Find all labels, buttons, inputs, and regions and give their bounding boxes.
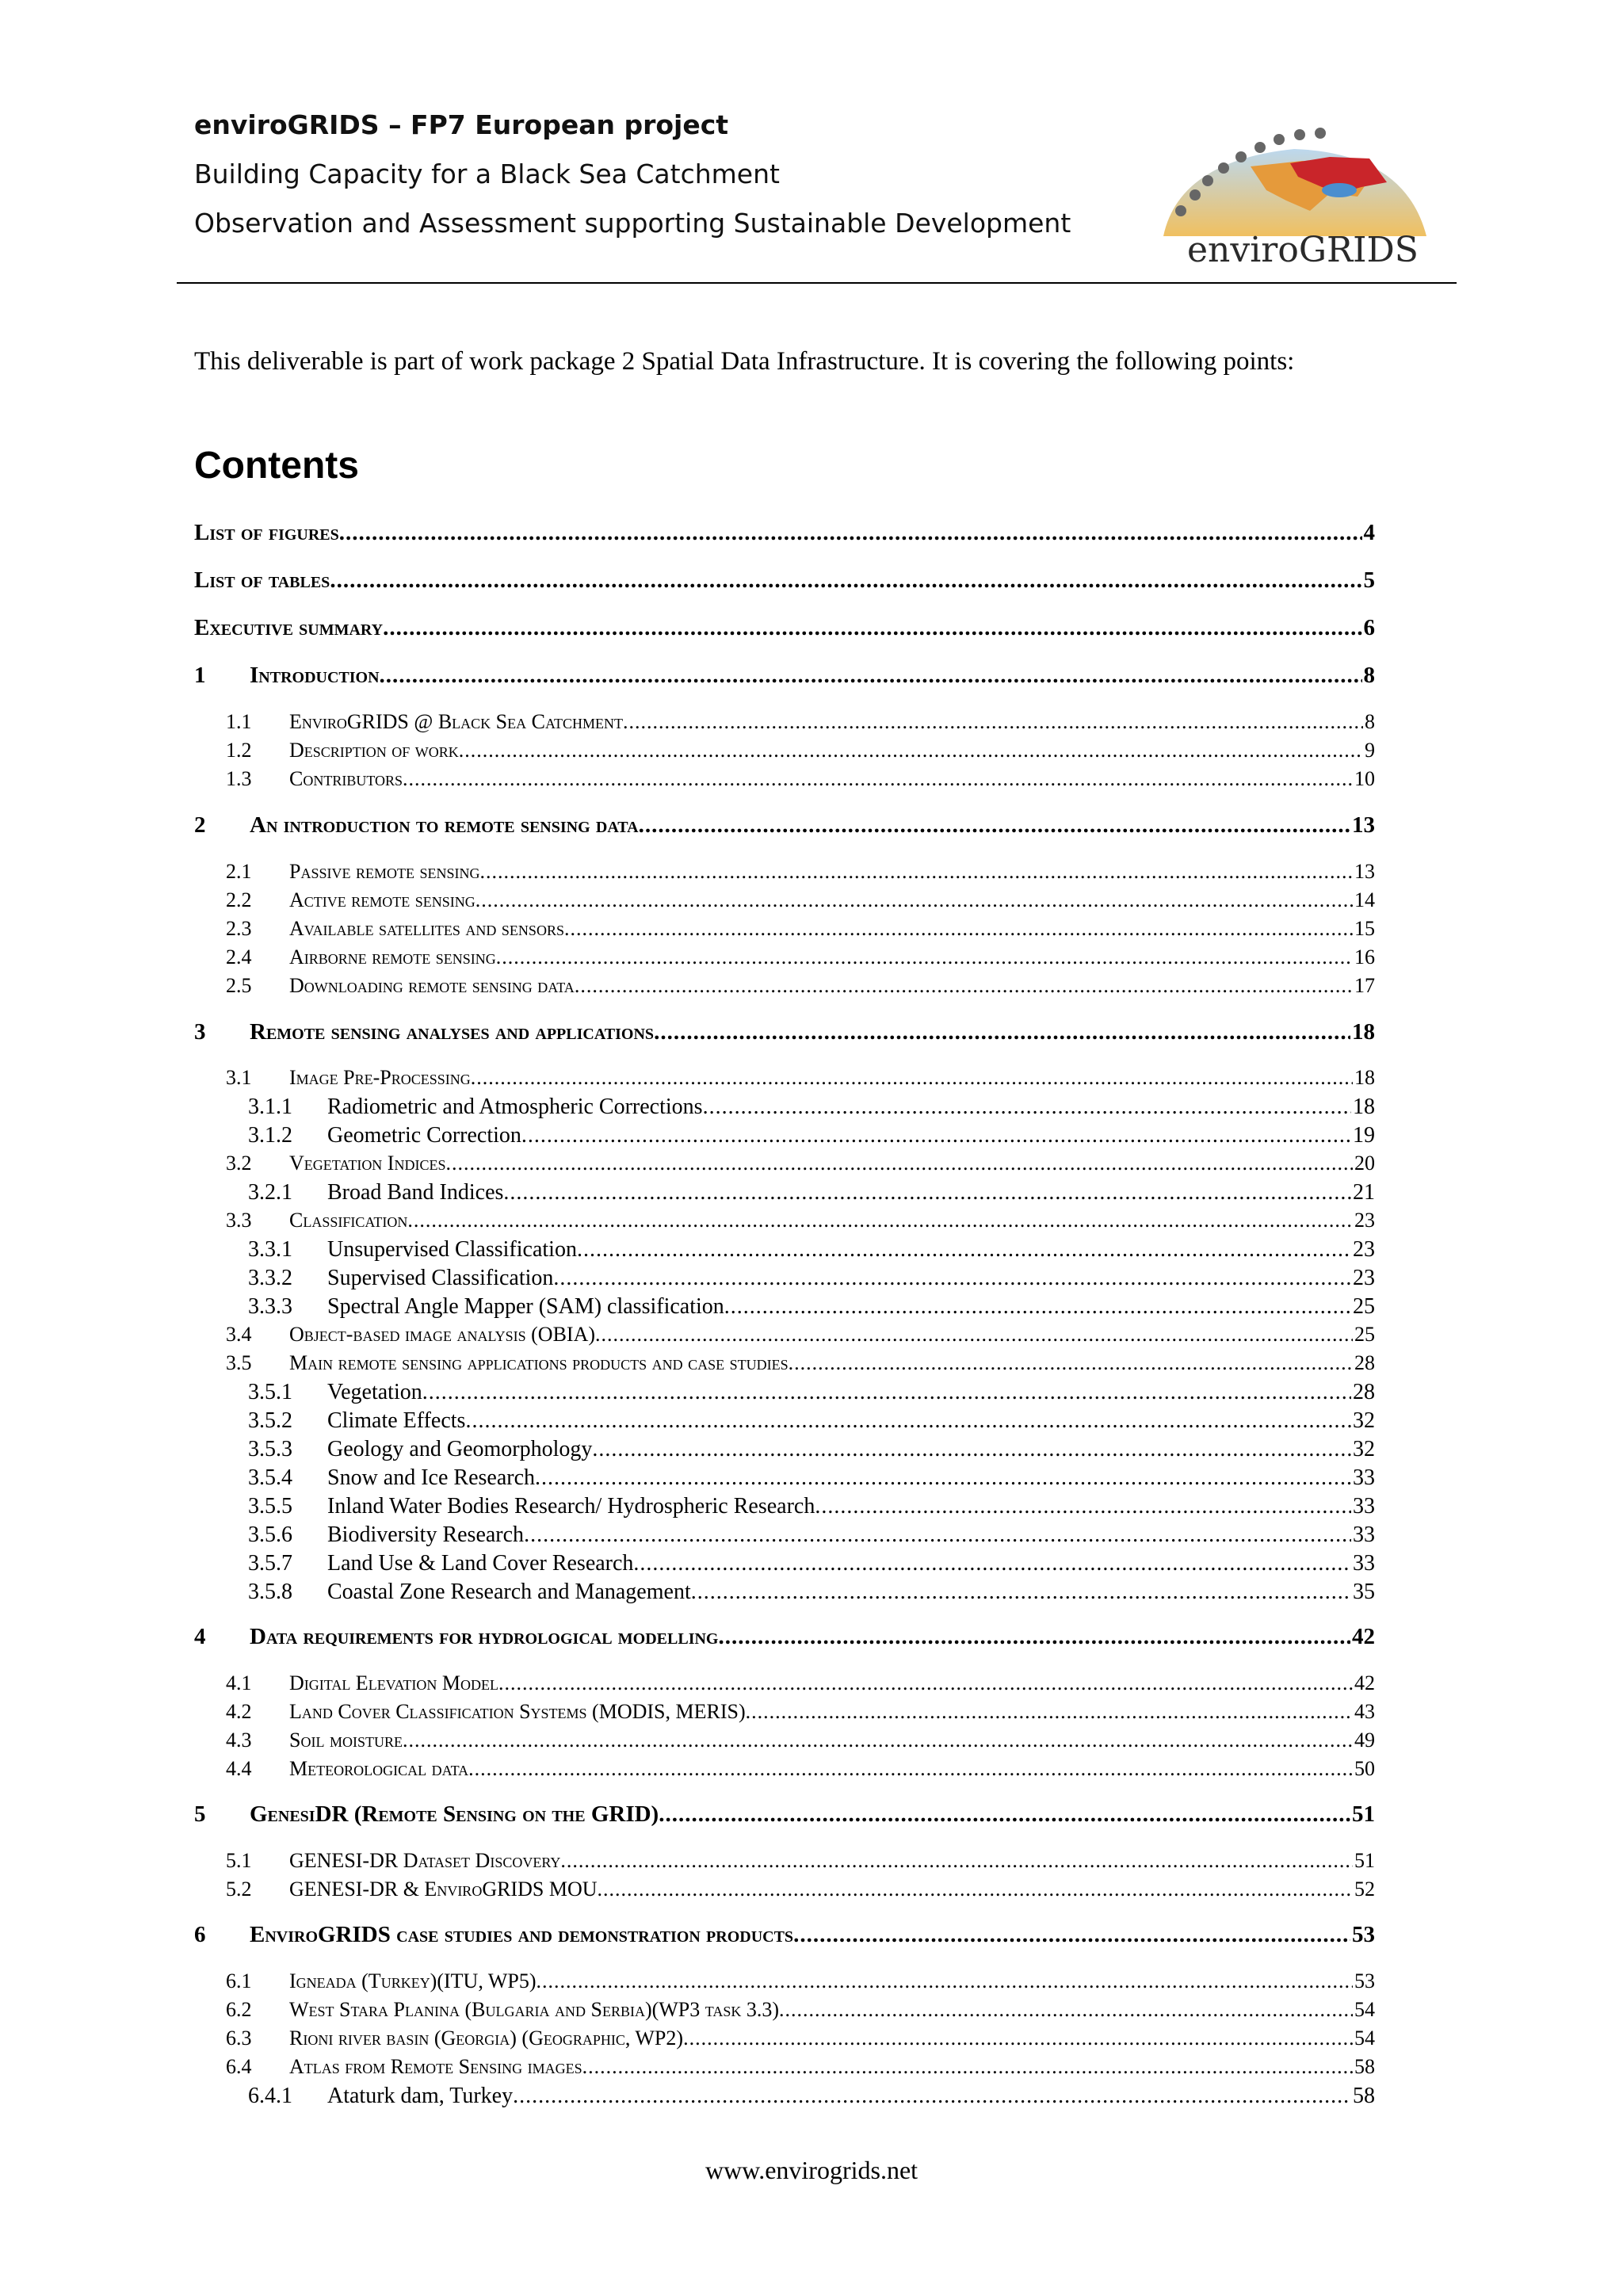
toc-dot-leader: [383, 615, 1361, 641]
toc-entry[interactable]: [194, 1729, 1375, 1755]
toc-dot-leader: [592, 1437, 1351, 1462]
project-subtitle-2: Observation and Assessment supporting Sustainable Development: [194, 208, 1071, 239]
toc-entry-number: 3: [194, 1019, 206, 1045]
toc-entry-page: 6: [1363, 615, 1375, 640]
toc-entry-number: 4.3: [226, 1729, 252, 1752]
toc-dot-leader: [793, 1922, 1350, 1948]
toc-entry-title: Executive summary: [194, 615, 384, 640]
toc-entry[interactable]: [194, 567, 1375, 598]
toc-entry[interactable]: [194, 2084, 1375, 2111]
toc-entry-title: Supervised Classification: [327, 1266, 554, 1290]
toc-entry[interactable]: [194, 974, 1375, 1001]
toc-entry-title: List of figures: [194, 520, 339, 545]
toc-dot-leader: [468, 1757, 1353, 1781]
toc-entry[interactable]: [194, 1624, 1375, 1654]
toc-entry-page: 20: [1354, 1152, 1375, 1175]
toc-entry[interactable]: [194, 888, 1375, 915]
toc-entry-page: 8: [1365, 710, 1375, 733]
toc-entry[interactable]: [194, 710, 1375, 737]
toc-entry-title: Snow and Ice Research: [327, 1465, 536, 1490]
toc-entry-number: 2.4: [226, 946, 252, 968]
toc-entry[interactable]: [194, 1180, 1375, 1207]
project-subtitle-1: Building Capacity for a Black Sea Catchment: [194, 159, 780, 189]
toc-entry-title: Igneada (Turkey)(ITU, WP5): [289, 1969, 537, 1992]
toc-dot-leader: [623, 710, 1363, 734]
toc-entry-page: 23: [1353, 1266, 1375, 1290]
toc-entry[interactable]: [194, 946, 1375, 972]
toc-dot-leader: [403, 1729, 1353, 1752]
toc-entry-number: 2: [194, 812, 206, 838]
toc-entry-number: 6.2: [226, 1998, 252, 2021]
toc-dot-leader: [746, 1700, 1353, 1724]
toc-entry-title: Remote sensing analyses and applications: [250, 1019, 655, 1045]
toc-dot-leader: [445, 1152, 1353, 1175]
toc-dot-leader: [815, 1494, 1351, 1519]
toc-entry-title: Radiometric and Atmospheric Corrections: [327, 1095, 703, 1119]
toc-entry-number: 3.3: [226, 1209, 252, 1232]
toc-entry[interactable]: [194, 767, 1375, 794]
toc-dot-leader: [691, 1580, 1351, 1605]
toc-dot-leader: [513, 2084, 1351, 2109]
toc-entry-page: 18: [1353, 1095, 1375, 1119]
toc-entry-number: 2.2: [226, 888, 252, 911]
toc-entry[interactable]: [194, 1209, 1375, 1236]
toc-entry-number: 3.1: [226, 1066, 252, 1089]
toc-entry-page: 19: [1353, 1123, 1375, 1148]
toc-dot-leader: [560, 1849, 1353, 1873]
envirogrids-logo: [1132, 117, 1442, 268]
toc-entry-number: 3.5.4: [248, 1465, 292, 1490]
toc-entry-number: 3.2: [226, 1152, 252, 1175]
toc-entry-page: 5: [1363, 567, 1375, 593]
toc-dot-leader: [459, 739, 1363, 762]
toc-dot-leader: [724, 1294, 1351, 1320]
toc-dot-leader: [703, 1095, 1351, 1120]
document-header: [194, 111, 1071, 258]
toc-dot-leader: [535, 1465, 1351, 1491]
toc-entry-number: 1.2: [226, 739, 252, 762]
toc-entry-title: Geometric Correction: [327, 1123, 521, 1148]
toc-entry-page: 54: [1354, 1998, 1375, 2021]
toc-entry[interactable]: [194, 1123, 1375, 1150]
toc-entry-title: Main remote sensing applications products and case studies: [289, 1351, 789, 1374]
toc-entry[interactable]: [194, 1408, 1375, 1435]
toc-entry[interactable]: [194, 663, 1375, 693]
toc-dot-leader: [524, 1522, 1351, 1548]
toc-entry-title: Object-based image analysis (OBIA): [289, 1323, 596, 1346]
toc-entry-page: 53: [1352, 1922, 1375, 1947]
toc-entry-page: 58: [1353, 2084, 1375, 2108]
toc-entry-number: 3.5.8: [248, 1580, 292, 1604]
toc-entry-page: 15: [1354, 917, 1375, 940]
toc-entry-number: 1: [194, 663, 206, 688]
toc-entry-number: 3.1.2: [248, 1123, 292, 1148]
toc-dot-leader: [475, 888, 1353, 912]
toc-dot-leader: [654, 1019, 1350, 1045]
toc-entry-title: Digital Elevation Model: [289, 1671, 498, 1694]
toc-dot-leader: [598, 1878, 1354, 1901]
toc-entry-title: Classification: [289, 1209, 408, 1232]
contents-heading: Contents: [194, 445, 359, 487]
toc-entry[interactable]: [194, 1380, 1375, 1407]
toc-dot-leader: [779, 1998, 1353, 2022]
toc-entry-page: 23: [1354, 1209, 1375, 1232]
toc-entry-number: 4: [194, 1624, 206, 1649]
toc-entry-number: 6: [194, 1922, 206, 1947]
toc-entry-page: 16: [1354, 946, 1375, 968]
toc-entry-title: Data requirements for hydrological modelling: [250, 1624, 719, 1649]
toc-entry-page: 17: [1354, 974, 1375, 997]
toc-entry-page: 25: [1353, 1294, 1375, 1319]
toc-entry-number: 1.3: [226, 767, 252, 790]
toc-entry-title: Passive remote sensing: [289, 860, 480, 883]
toc-entry-page: 50: [1354, 1757, 1375, 1780]
toc-dot-leader: [339, 520, 1362, 546]
toc-entry-title: GenesiDR (Remote Sensing on the GRID): [250, 1801, 659, 1827]
toc-dot-leader: [553, 1266, 1351, 1291]
toc-entry-title: Meteorological data: [289, 1757, 469, 1780]
toc-entry[interactable]: [194, 1019, 1375, 1049]
toc-entry[interactable]: [194, 1700, 1375, 1727]
intro-paragraph: This deliverable is part of work package 2 Spatial Data Infrastructure. It is covering the following points:: [194, 347, 1295, 376]
toc-entry-page: 32: [1353, 1437, 1375, 1461]
footer-url: www.envirogrids.net: [705, 2156, 918, 2184]
toc-entry[interactable]: [194, 1922, 1375, 1952]
toc-entry-number: 2.1: [226, 860, 252, 883]
toc-entry-number: 3.5.5: [248, 1494, 292, 1519]
toc-entry[interactable]: [194, 1757, 1375, 1784]
toc-entry[interactable]: [194, 1437, 1375, 1464]
toc-dot-leader: [633, 1551, 1351, 1576]
toc-entry-page: 28: [1354, 1351, 1375, 1374]
toc-entry[interactable]: [194, 860, 1375, 887]
toc-entry[interactable]: [194, 1323, 1375, 1350]
toc-entry-title: Vegetation: [327, 1380, 422, 1404]
toc-entry-title: Soil moisture: [289, 1729, 403, 1752]
toc-entry-page: 53: [1354, 1969, 1375, 1992]
toc-entry-number: 5.1: [226, 1849, 252, 1872]
toc-entry[interactable]: [194, 1266, 1375, 1293]
toc-entry-page: 25: [1354, 1323, 1375, 1346]
toc-entry-title: Description of work: [289, 739, 459, 762]
toc-entry-title: Available satellites and sensors: [289, 917, 564, 940]
toc-dot-leader: [465, 1408, 1351, 1434]
toc-entry-page: 13: [1352, 812, 1375, 838]
toc-entry-number: 4.4: [226, 1757, 252, 1780]
toc-entry-number: 3.5.3: [248, 1437, 292, 1461]
toc-entry[interactable]: [194, 1522, 1375, 1549]
toc-entry-number: 3.3.3: [248, 1294, 292, 1319]
toc-entry-title: Airborne remote sensing: [289, 946, 496, 968]
toc-entry-page: 33: [1353, 1465, 1375, 1490]
project-title: enviroGRIDS – FP7 European project: [194, 109, 729, 140]
toc-dot-leader: [330, 567, 1361, 594]
toc-entry[interactable]: [194, 1969, 1375, 1996]
toc-entry-page: 18: [1354, 1066, 1375, 1089]
toc-dot-leader: [659, 1801, 1350, 1828]
toc-dot-leader: [380, 663, 1362, 689]
toc-entry[interactable]: [194, 1066, 1375, 1093]
toc-entry-title: GENESI-DR & EnviroGRIDS MOU: [289, 1878, 598, 1901]
toc-entry[interactable]: [194, 739, 1375, 766]
toc-entry-title: Ataturk dam, Turkey: [327, 2084, 514, 2108]
toc-entry[interactable]: [194, 615, 1375, 645]
toc-entry-page: 54: [1354, 2027, 1375, 2050]
toc-entry-number: 6.4: [226, 2055, 252, 2078]
toc-entry-title: Land Cover Classification Systems (MODIS, MERIS): [289, 1700, 746, 1723]
toc-entry-number: 3.1.1: [248, 1095, 292, 1119]
toc-entry-page: 32: [1353, 1408, 1375, 1433]
toc-entry-title: Rioni river basin (Georgia) (Geographic, WP2): [289, 2027, 684, 2050]
toc-entry-number: 4.1: [226, 1671, 252, 1694]
toc-entry-title: Land Use & Land Cover Research: [327, 1551, 634, 1576]
toc-dot-leader: [639, 812, 1350, 839]
toc-entry-title: An introduction to remote sensing data: [250, 812, 639, 838]
toc-entry[interactable]: [194, 1294, 1375, 1321]
toc-entry[interactable]: [194, 520, 1375, 550]
toc-entry-title: Image Pre-Processing: [289, 1066, 471, 1089]
toc-dot-leader: [577, 1237, 1351, 1263]
toc-entry-title: List of tables: [194, 567, 330, 593]
toc-entry-title: GENESI-DR Dataset Discovery: [289, 1849, 561, 1872]
toc-entry[interactable]: [194, 1801, 1375, 1832]
header-divider: [177, 282, 1457, 284]
toc-entry-title: Unsupervised Classification: [327, 1237, 577, 1262]
toc-entry-title: Climate Effects: [327, 1408, 466, 1433]
toc-dot-leader: [407, 1209, 1353, 1232]
toc-entry-page: 21: [1353, 1180, 1375, 1205]
toc-entry-number: 5.2: [226, 1878, 252, 1901]
toc-dot-leader: [498, 1671, 1353, 1695]
toc-entry-title: Biodiversity Research: [327, 1522, 525, 1547]
toc-entry[interactable]: [194, 1152, 1375, 1179]
toc-entry[interactable]: [194, 1494, 1375, 1521]
toc-entry-number: 3.5.1: [248, 1380, 292, 1404]
toc-entry-number: 4.2: [226, 1700, 252, 1723]
toc-entry-page: 33: [1353, 1522, 1375, 1547]
toc-entry-title: Coastal Zone Research and Management: [327, 1580, 691, 1604]
toc-dot-leader: [789, 1351, 1353, 1375]
toc-entry-title: Atlas from Remote Sensing images: [289, 2055, 582, 2078]
toc-entry-page: 33: [1353, 1494, 1375, 1519]
toc-entry-page: 14: [1354, 888, 1375, 911]
toc-entry[interactable]: [194, 1237, 1375, 1264]
toc-dot-leader: [582, 2055, 1353, 2079]
toc-entry-page: 52: [1354, 1878, 1375, 1901]
toc-entry-number: 3.5.7: [248, 1551, 292, 1576]
toc-entry-title: West Stara Planina (Bulgaria and Serbia)(WP3 task 3.3): [289, 1998, 779, 2021]
toc-entry-title: Introduction: [250, 663, 380, 688]
toc-dot-leader: [479, 860, 1353, 884]
toc-entry-title: Contributors: [289, 767, 403, 790]
toc-entry[interactable]: [194, 917, 1375, 944]
toc-entry-number: 5: [194, 1801, 206, 1827]
toc-entry[interactable]: [194, 1849, 1375, 1876]
toc-entry-page: 42: [1354, 1671, 1375, 1694]
toc-entry-number: 2.5: [226, 974, 252, 997]
toc-entry-page: 35: [1353, 1580, 1375, 1604]
toc-entry-number: 3.3.2: [248, 1266, 292, 1290]
toc-dot-leader: [683, 2027, 1353, 2050]
toc-dot-leader: [422, 1380, 1351, 1405]
toc-entry-title: EnviroGRIDS case studies and demonstration products: [250, 1922, 794, 1947]
toc-entry-title: Broad Band Indices: [327, 1180, 504, 1205]
toc-entry-number: 3.5.2: [248, 1408, 292, 1433]
toc-entry-number: 6.4.1: [248, 2084, 292, 2108]
toc-dot-leader: [537, 1969, 1353, 1993]
toc-entry[interactable]: [194, 1465, 1375, 1492]
toc-entry-page: 42: [1352, 1624, 1375, 1649]
toc-entry[interactable]: [194, 1580, 1375, 1606]
toc-dot-leader: [521, 1123, 1351, 1148]
toc-entry-page: 49: [1354, 1729, 1375, 1752]
toc-dot-leader: [496, 946, 1353, 969]
toc-dot-leader: [575, 974, 1353, 998]
toc-entry-page: 9: [1365, 739, 1375, 762]
toc-dot-leader: [403, 767, 1353, 791]
toc-entry-page: 10: [1354, 767, 1375, 790]
toc-entry[interactable]: [194, 2027, 1375, 2053]
toc-entry[interactable]: [194, 2055, 1375, 2082]
toc-entry-page: 23: [1353, 1237, 1375, 1262]
toc-entry-title: Inland Water Bodies Research/ Hydrospheric Research: [327, 1494, 815, 1519]
toc-entry-number: 3.5: [226, 1351, 252, 1374]
toc-entry[interactable]: [194, 812, 1375, 842]
toc-entry-page: 13: [1354, 860, 1375, 883]
toc-entry-number: 1.1: [226, 710, 252, 733]
toc-entry-title: Active remote sensing: [289, 888, 475, 911]
toc-entry[interactable]: [194, 1998, 1375, 2025]
toc-entry-number: 3.2.1: [248, 1180, 292, 1205]
logo-wordmark: enviroGRIDS: [1187, 230, 1419, 268]
toc-entry-number: 3.5.6: [248, 1522, 292, 1547]
toc-entry-page: 18: [1352, 1019, 1375, 1045]
toc-entry-page: 51: [1354, 1849, 1375, 1872]
toc-entry-page: 4: [1363, 520, 1375, 545]
toc-entry-page: 58: [1354, 2055, 1375, 2078]
toc-entry-page: 51: [1352, 1801, 1375, 1827]
toc-entry-page: 8: [1363, 663, 1375, 688]
toc-dot-leader: [595, 1323, 1353, 1347]
toc-entry-page: 33: [1353, 1551, 1375, 1576]
toc-entry[interactable]: [194, 1671, 1375, 1698]
toc-dot-leader: [718, 1624, 1350, 1650]
toc-entry[interactable]: [194, 1351, 1375, 1378]
toc-entry-title: Geology and Geomorphology: [327, 1437, 593, 1461]
toc-entry-title: Downloading remote sensing data: [289, 974, 575, 997]
toc-entry-number: 3.4: [226, 1323, 252, 1346]
toc-entry-title: Spectral Angle Mapper (SAM) classification: [327, 1294, 724, 1319]
toc-dot-leader: [503, 1180, 1351, 1205]
toc-entry-title: EnviroGRIDS @ Black Sea Catchment: [289, 710, 623, 733]
toc-entry-number: 6.3: [226, 2027, 252, 2050]
toc-entry-title: Vegetation Indices: [289, 1152, 446, 1175]
toc-entry[interactable]: [194, 1095, 1375, 1121]
toc-entry-number: 2.3: [226, 917, 252, 940]
toc-dot-leader: [471, 1066, 1353, 1090]
toc-entry-page: 28: [1353, 1380, 1375, 1404]
toc-entry[interactable]: [194, 1878, 1375, 1904]
toc-entry[interactable]: [194, 1551, 1375, 1578]
toc-entry-page: 43: [1354, 1700, 1375, 1723]
toc-entry-number: 6.1: [226, 1969, 252, 1992]
toc-entry-number: 3.3.1: [248, 1237, 292, 1262]
toc-dot-leader: [564, 917, 1353, 941]
